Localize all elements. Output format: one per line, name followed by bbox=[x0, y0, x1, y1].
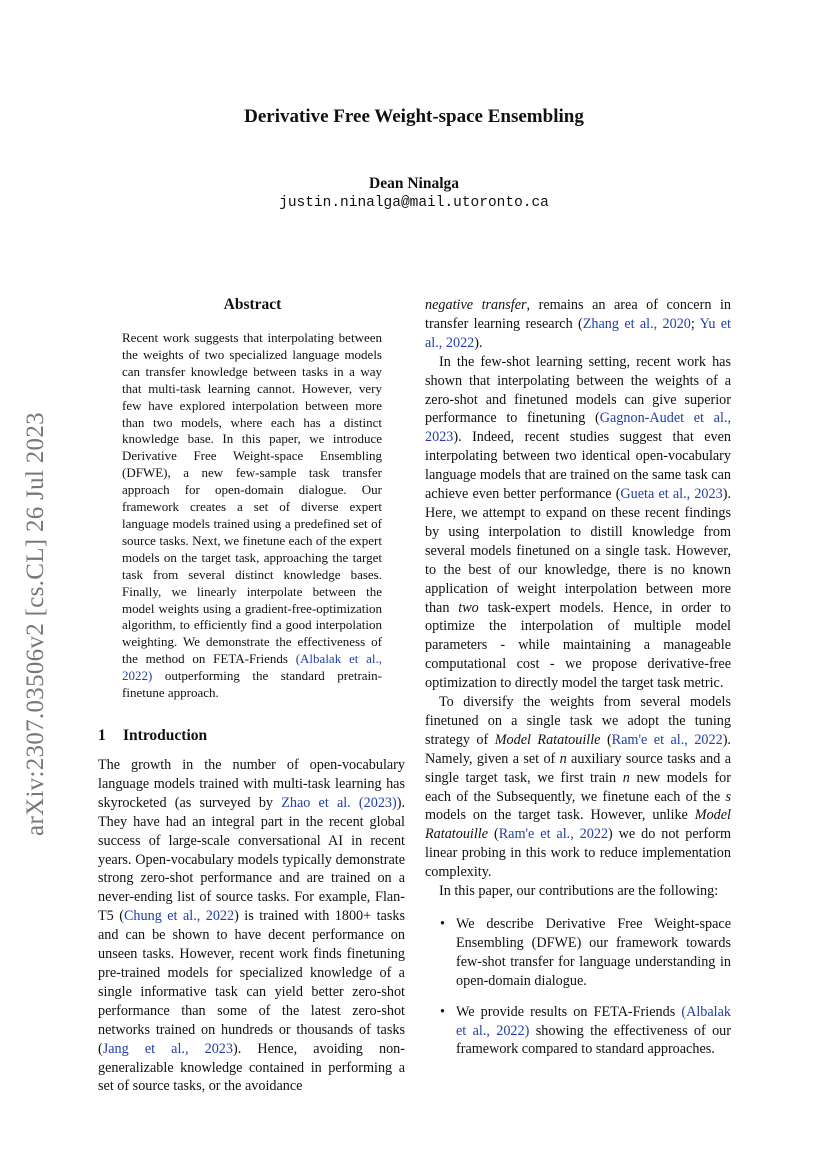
paragraph-text: The growth in the number of open-vocabulary language models trained with multi-task learning has skyrocketed (as surveyed by bbox=[98, 757, 405, 811]
intro-paragraph-2 bbox=[425, 353, 731, 693]
paragraph-text: ( bbox=[488, 826, 499, 843]
paragraph-text: To diversify the weights from several models finetuned on a single task we adopt the tuning strategy of bbox=[425, 694, 731, 748]
intro-paragraph-4: In this paper, our contributions are the following: bbox=[439, 883, 719, 900]
emphasis-text: Model Ratatouille bbox=[494, 731, 601, 748]
list-item-text: We provide results on FETA-Friends bbox=[456, 1003, 682, 1020]
citation-link[interactable]: Gagnon-Audet et al., 2023 bbox=[425, 410, 731, 446]
section-heading bbox=[98, 726, 405, 746]
bullet-glyph: • bbox=[440, 1003, 445, 1020]
paragraph-text: , remains an area of concern in transfer learning research ( bbox=[425, 297, 731, 332]
abstract-text-end: outperforming the standard pretrain-finetune approach. bbox=[122, 668, 382, 701]
paragraph-text: ). Indeed, recent studies suggest that even interpolating between two identical open-vocabulary language models that are trained on the same task can achieve even better performance ( bbox=[425, 429, 731, 503]
paragraph-text: auxiliary source tasks and a single target task, we first train bbox=[425, 750, 732, 786]
bullet-glyph: • bbox=[440, 916, 445, 932]
paragraph-text: In the few-shot learning setting, recent work has shown that interpolating between the weights of a zero-shot and finetuned models can give superior performance to finetuning ( bbox=[425, 353, 731, 427]
citation-link[interactable]: Jang et al., 2023 bbox=[102, 1040, 233, 1057]
author-name: Dean Ninalga bbox=[369, 175, 459, 192]
paragraph-text: ( bbox=[600, 731, 612, 748]
emphasis-text: two bbox=[458, 599, 479, 616]
emphasis-text: Model Ratatouille bbox=[425, 807, 731, 843]
paragraph-text: ). Here, we attempt to expand on these recent findings by using interpolation to distill knowledge from several models finetuned on a single task. However, to the best of our knowledge, there is no known application of weight interpolation between more than bbox=[425, 486, 731, 616]
right-column bbox=[425, 296, 731, 1071]
paper-title: Derivative Free Weight-space Ensembling bbox=[244, 106, 584, 127]
arxiv-identifier: arXiv:2307.03506v2 [cs.CL] 26 Jul 2023 bbox=[22, 411, 49, 836]
citation-link[interactable]: Ram'e et al., 2022 bbox=[498, 826, 609, 843]
paragraph-text: ). Namely, given a set of bbox=[425, 731, 731, 767]
citation-link[interactable]: Gueta et al., 2023 bbox=[620, 486, 723, 503]
section-title: Introduction bbox=[123, 727, 208, 744]
citation-link[interactable]: Ram'e et al., 2022 bbox=[611, 731, 723, 748]
intro-paragraph-3 bbox=[425, 693, 731, 882]
list-item bbox=[425, 915, 731, 991]
math-variable: s bbox=[725, 788, 731, 805]
citation-separator: ; bbox=[690, 315, 700, 332]
contributions-list bbox=[425, 915, 731, 1059]
arxiv-sidebar-stamp bbox=[22, 376, 50, 871]
paragraph-text: ). They have had an integral part in the recent global success of large-scale conversational AI in recent years. Open-vocabulary models typically demonstrate strong zero-shot performance and are trained on a never-ending list of source tasks. For example, Flan-T5 ( bbox=[98, 794, 406, 925]
paragraph-text: task-expert models. Hence, in order to optimize the interpolation of multiple model parameters - while maintaining a manageable computational cost - we propose derivative-free optimization to directly model the target task metric. bbox=[425, 599, 731, 692]
intro-paragraph-1 bbox=[98, 756, 405, 1096]
emphasis-text: negative transfer bbox=[425, 297, 527, 313]
section-number: 1 bbox=[98, 727, 106, 744]
paragraph-text: new models for each of the Subsequently, we finetune each of the bbox=[425, 769, 731, 805]
paragraph-text: ) is trained with 1800+ tasks and can be shown to have decent performance on unseen tasks. However, recent work finds finetuning pre-trained models for specialized knowledge of a single informative task can yield better zero-shot performance than some of the latest zero-shot networks trained on hundreds or thousands of tasks ( bbox=[98, 908, 405, 1057]
abstract-text: Recent work suggests that interpolating between the weights of two specialized language models can transfer knowledge between tasks in a way that multi-task learning cannot. However, very few have explored interpolation between more than two models, where each has a distinct knowledge base. In this paper, we introduce Derivative Free Weight-space Ensembling (DFWE), a new few-sample task transfer approach for open-domain dialogue. Our framework creates a set of diverse expert language models trained using a predefined set of source tasks. Next, we finetune each of the expert models on the target task, approaching the target task from several distinct knowledge bases. Finally, we linearly interpolate between the model weights using a gradient-free-optimization algorithm, to efficiently find a good interpolation weighting. We demonstrate the effectiveness of the method on FETA-Friends bbox=[122, 330, 382, 667]
citation-link[interactable]: Chung et al., 2022 bbox=[123, 908, 235, 925]
math-variable: n bbox=[559, 750, 567, 767]
paragraph-text: models on the target task. However, unlike bbox=[425, 807, 695, 824]
list-item bbox=[425, 1003, 731, 1060]
left-column bbox=[98, 726, 405, 1096]
intro-paragraph-1-continued bbox=[425, 296, 731, 353]
paragraph-text: ). bbox=[474, 334, 483, 351]
abstract-body bbox=[122, 330, 382, 702]
math-variable: n bbox=[622, 769, 630, 786]
paragraph-text: ) we do not perform linear probing in this work to reduce implementation complexity. bbox=[425, 826, 731, 881]
citation-link[interactable]: Zhao et al. (2023) bbox=[281, 794, 397, 811]
citation-link[interactable]: Zhang et al., 2020 bbox=[582, 315, 691, 332]
list-item-text: showing the effectiveness of our framework compared to standard approaches. bbox=[456, 1022, 731, 1058]
citation-link[interactable]: (Albalak et al., 2022) bbox=[456, 1003, 731, 1039]
list-item-text: We describe Derivative Free Weight-space Ensembling (DFWE) our framework towards few-shot transfer for language understanding in open-domain dialogue. bbox=[456, 916, 731, 989]
author-email: justin.ninalga@mail.utoronto.ca bbox=[279, 195, 549, 211]
citation-link[interactable]: Yu et al., 2022 bbox=[425, 315, 731, 351]
abstract-heading: Abstract bbox=[223, 296, 282, 313]
citation-link[interactable]: (Albalak et al., 2022) bbox=[122, 651, 382, 684]
paragraph-text: ). Hence, avoiding non-generalizable knowledge contained in performing a set of source tasks, or the avoidance bbox=[98, 1040, 405, 1095]
